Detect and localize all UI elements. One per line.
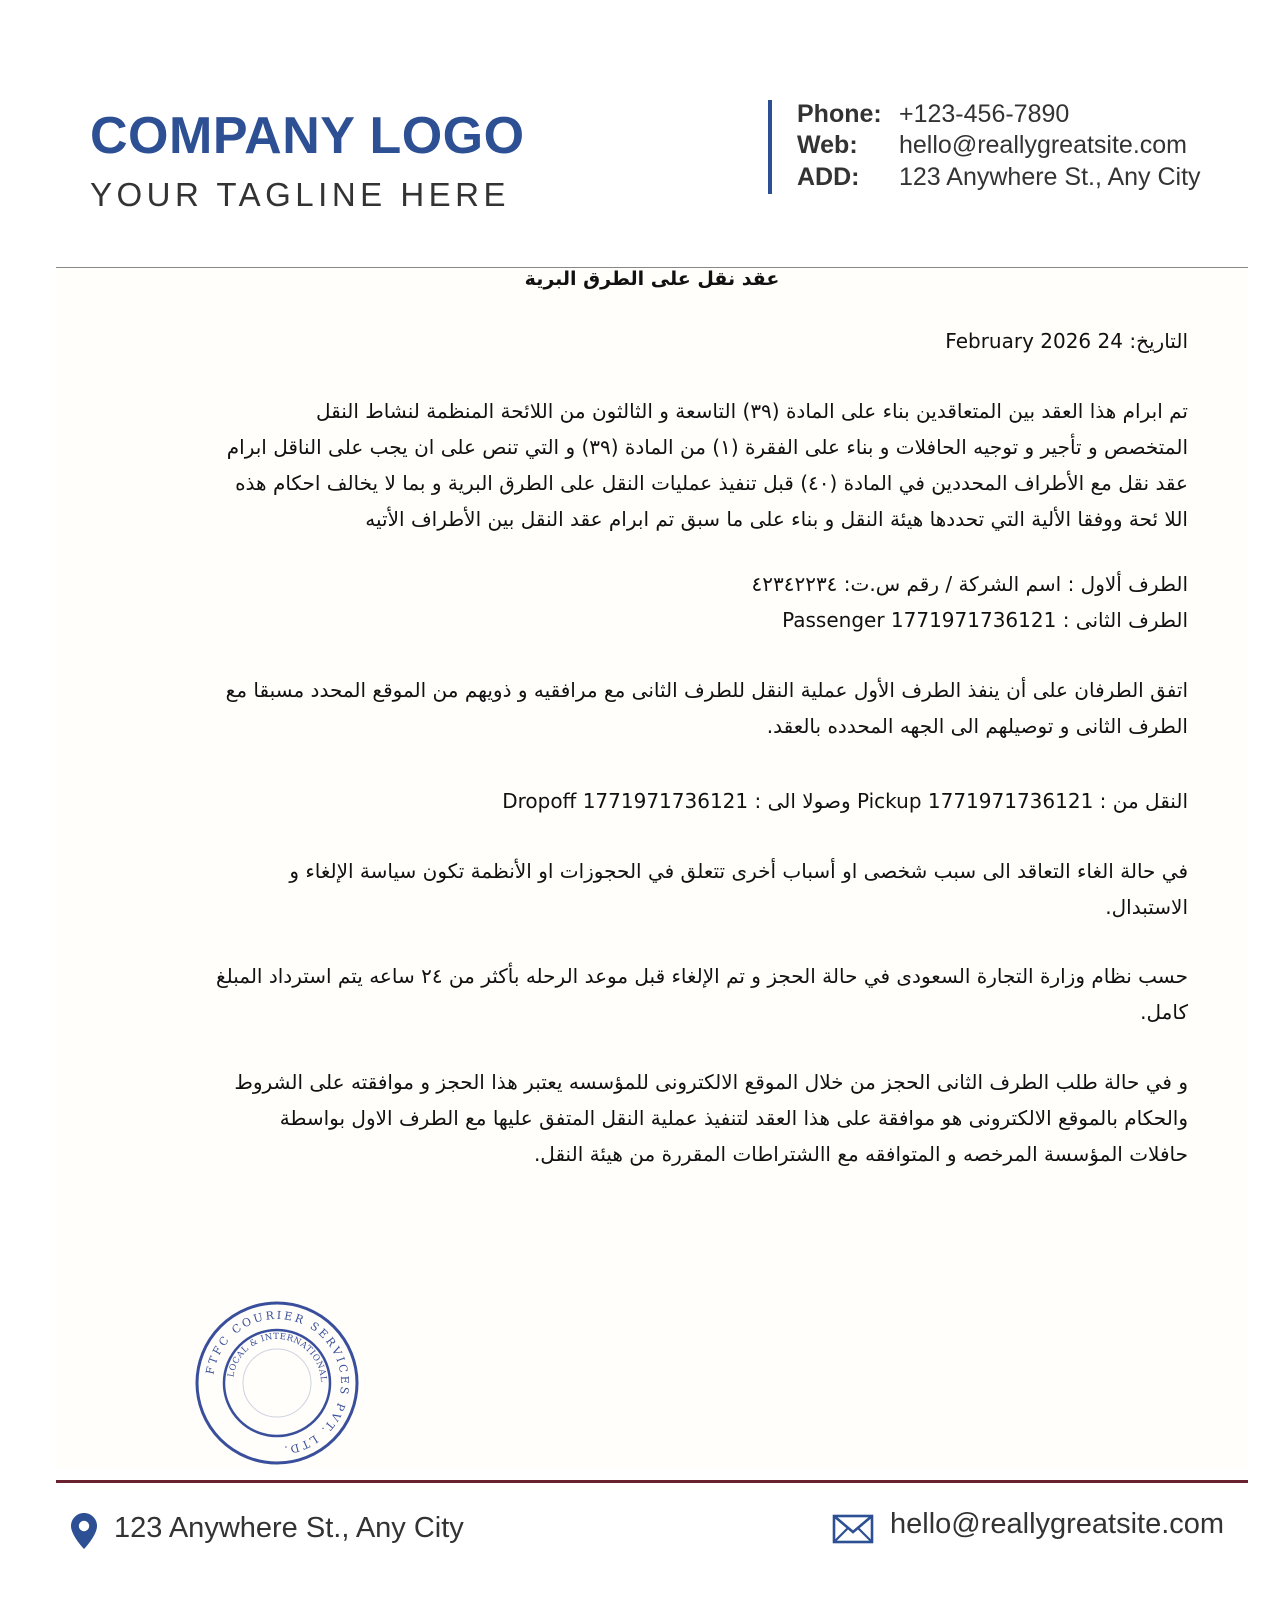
footer-rule xyxy=(56,1480,1248,1483)
intro-line: عقد نقل مع الأطراف المحددين في المادة (٤٠) قبل تنفيذ عمليات النقل على الطرق البرية و بما لا يخالف احكام هذه xyxy=(235,471,1188,495)
party-first: الطرف ألاول : اسم الشركة / رقم س.ت: ٤٢٣٤٢٢٣٤ xyxy=(751,572,1188,596)
online-line: حافلات المؤسسة المرخصه و المتوافقه مع االشتراطات المقررة من هيئة النقل. xyxy=(533,1142,1188,1166)
phone-label: Phone: xyxy=(797,100,882,128)
date-line: التاريخ: 24 February 2026 xyxy=(945,329,1188,353)
contact-phone xyxy=(797,100,1069,129)
parties-block xyxy=(118,566,1188,638)
contact-web xyxy=(797,131,1187,160)
cancel-line: في حالة الغاء التعاقد الى سبب شخصى او أسباب أخرى تتعلق في الحجوزات او الأنظمة تكون سياسة الإلغاء و xyxy=(289,859,1188,883)
stamp-inner-text: LOCAL & INTERNATIONAL xyxy=(226,1331,329,1383)
map-pin-icon xyxy=(70,1512,98,1550)
web-value: hello@reallygreatsite.com xyxy=(899,131,1188,159)
cancel-line: الاستبدال. xyxy=(1105,895,1188,919)
online-line: والحكام بالموقع الالكترونى هو موافقة على هذا العقد لتنفيذ عملية النقل المتفق عليها مع الطرف الاول بواسطة xyxy=(279,1106,1188,1130)
intro-line: تم ابرام هذا العقد بين المتعاقدين بناء على المادة (٣٩) التاسعة و الثالثون من اللائحة المنظمة لنشاط النقل xyxy=(315,399,1188,423)
intro-paragraph xyxy=(118,393,1188,537)
intro-line: اللا ئحة ووفقا الألية التي تحددها هيئة النقل و بناء على ما سبق تم ابرام عقد النقل بين الأطراف الأتيه xyxy=(365,507,1188,531)
contact-address xyxy=(797,163,1201,192)
online-paragraph xyxy=(118,1064,1188,1172)
online-line: و في حالة طلب الطرف الثانى الحجز من خلال الموقع الالكترونى للمؤسسه يعتبر هذا الحجز و موافقته على الشروط xyxy=(234,1070,1188,1094)
footer-address: 123 Anywhere St., Any City xyxy=(114,1512,464,1544)
agreement-line: اتفق الطرفان على أن ينفذ الطرف الأول عملية النقل للطرف الثانى مع مرافقيه و ذويهم من الموقع المحدد مسبقا مع xyxy=(225,678,1188,702)
transport-line: النقل من : Pickup 1771971736121 وصولا الى : Dropoff 1771971736121 xyxy=(502,789,1188,813)
agreement-paragraph xyxy=(118,672,1188,744)
agreement-line: الطرف الثانى و توصيلهم الى الجهه المحدده بالعقد. xyxy=(766,714,1188,738)
refund-line: حسب نظام وزارة التجارة السعودى في حالة الحجز و تم الإلغاء قبل موعد الرحله بأكثر من ٢٤ ساعه يتم استرداد المبلغ xyxy=(215,964,1188,988)
contact-divider xyxy=(768,100,772,194)
envelope-icon xyxy=(832,1513,874,1545)
intro-line: المتخصص و تأجير و توجيه الحافلات و بناء على الفقرة (١) من المادة (٣٩) و التي تنص على ان يجب على الناقل ابرام xyxy=(226,435,1188,459)
party-second: الطرف الثانى : Passenger 1771971736121 xyxy=(782,608,1188,632)
refund-paragraph xyxy=(118,958,1188,1030)
refund-line: كامل. xyxy=(1140,1000,1188,1024)
address-value: 123 Anywhere St., Any City xyxy=(899,163,1201,191)
document-title: عقد نقل على الطرق البرية xyxy=(524,268,780,290)
address-label: ADD: xyxy=(797,163,860,191)
stamp-outer-text: FTFC COURIER SERVICES PVT. LTD. xyxy=(203,1308,352,1457)
cancel-paragraph xyxy=(118,853,1188,925)
phone-value: +123-456-7890 xyxy=(899,100,1070,128)
company-tagline: YOUR TAGLINE HERE xyxy=(90,176,511,213)
web-label: Web: xyxy=(797,131,858,159)
company-stamp xyxy=(192,1298,362,1468)
company-logo-title: COMPANY LOGO xyxy=(90,107,525,165)
footer-email: hello@reallygreatsite.com xyxy=(890,1508,1225,1540)
